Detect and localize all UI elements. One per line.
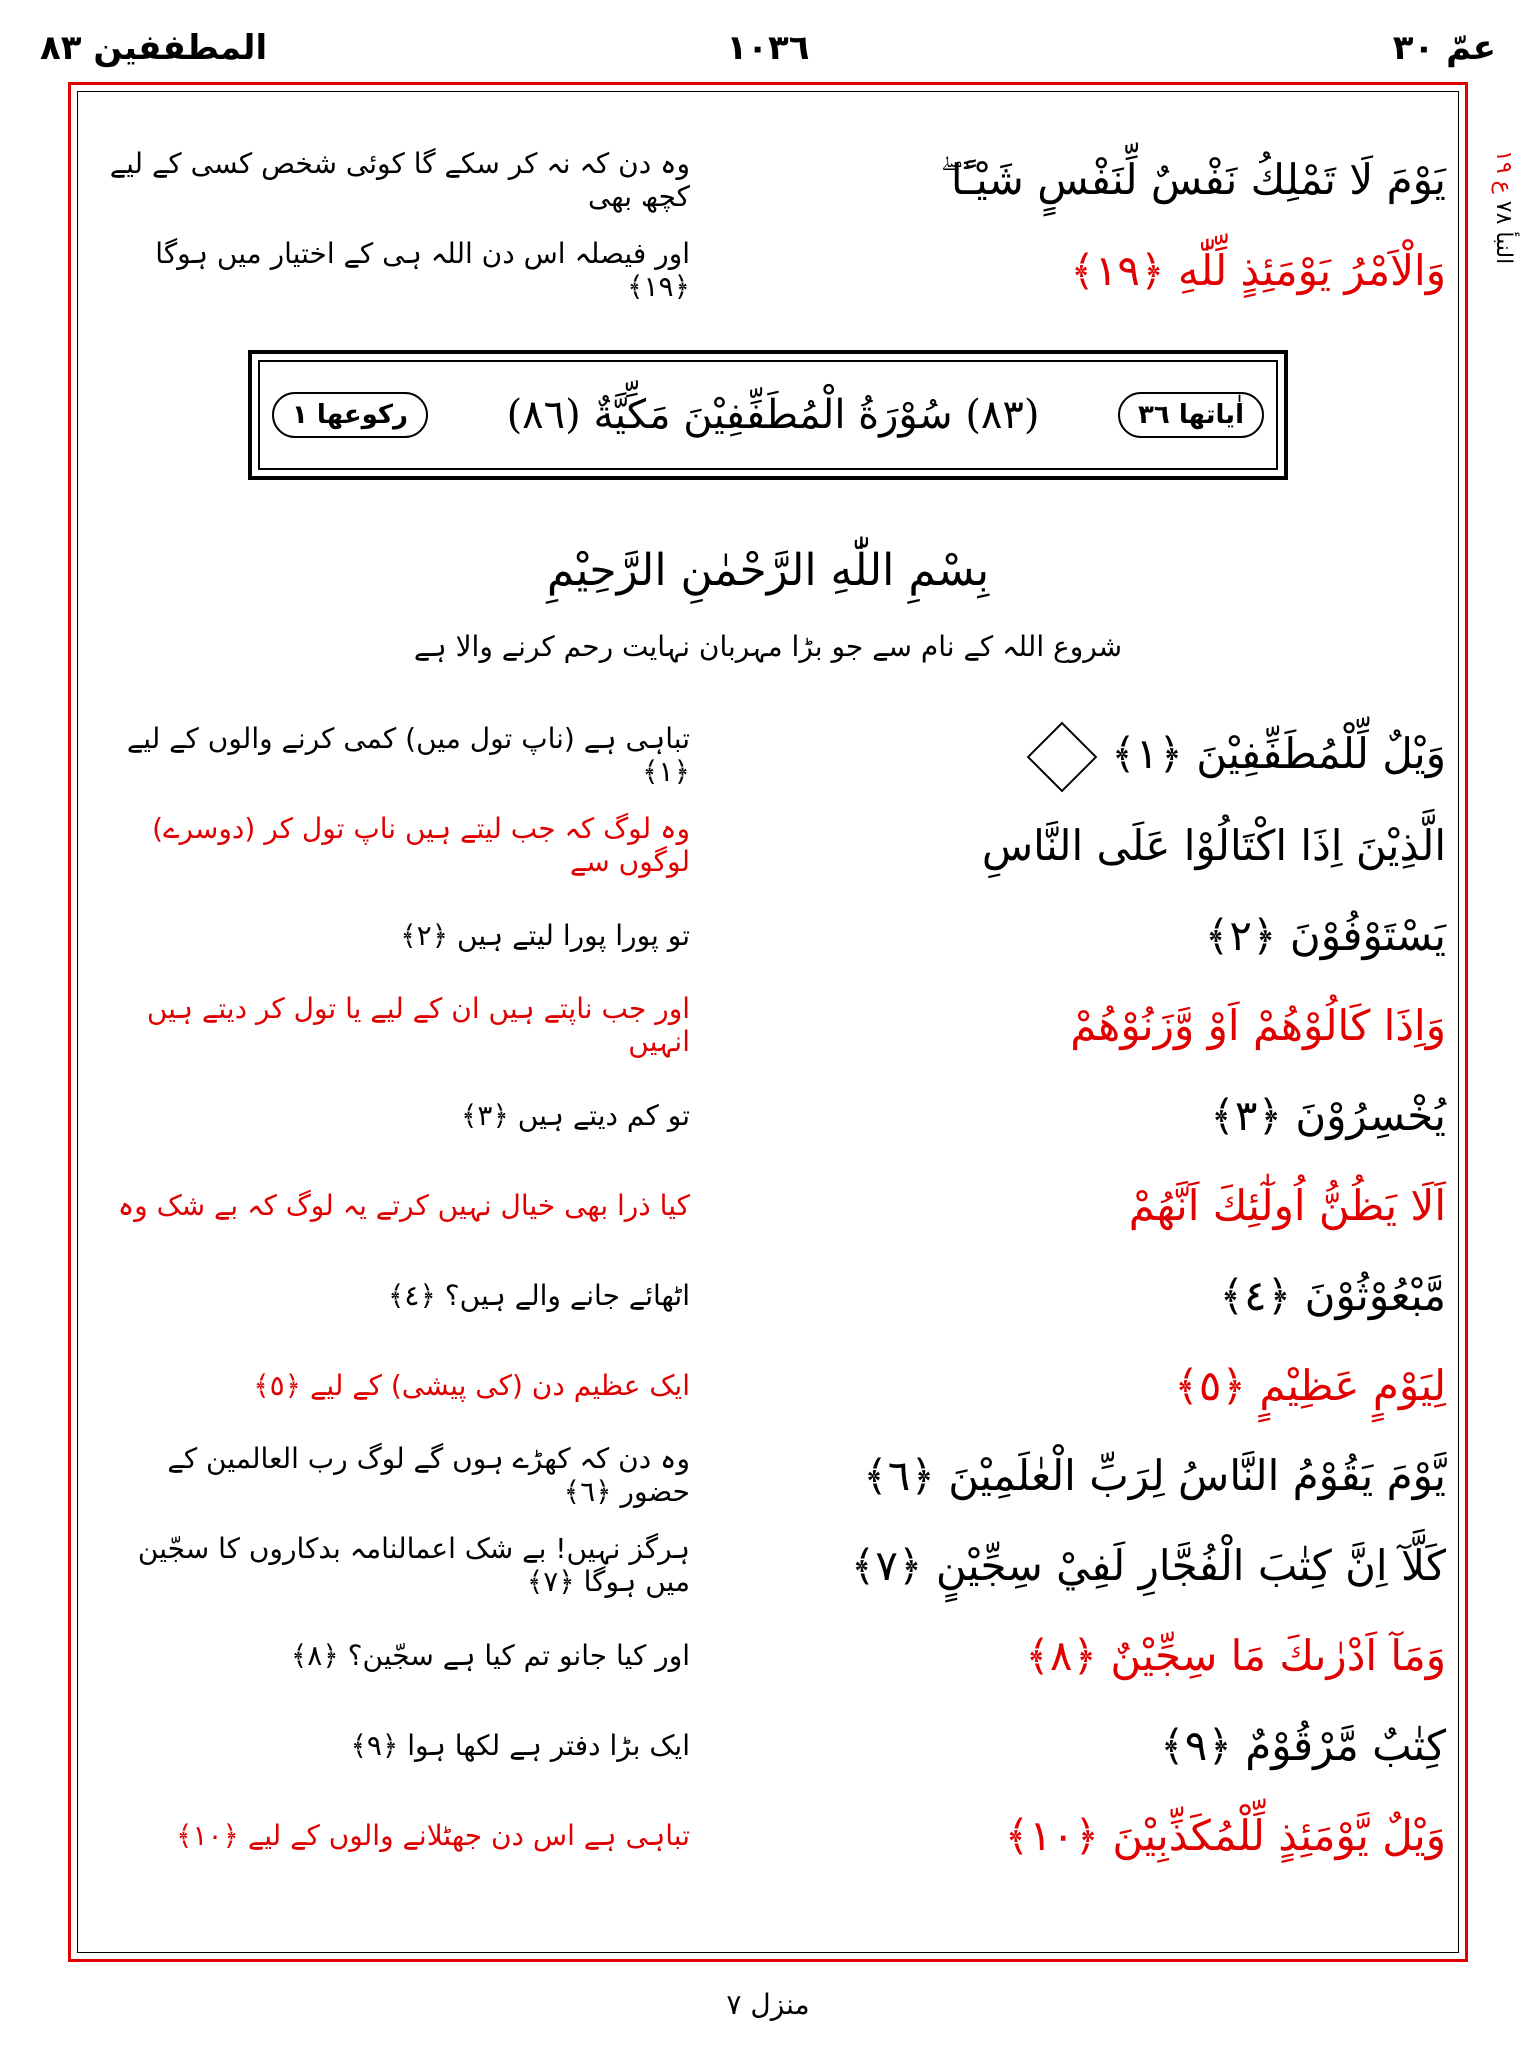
bismillah: بِسْمِ اللّٰهِ الرَّحْمٰنِ الرَّحِيْمِ [546, 545, 990, 596]
urdu-translation: کیا ذرا بھی خیال نہیں کرتے یہ لوگ کہ بے شک وہ [117, 1188, 690, 1222]
arabic-verse: يُخْسِرُوْنَ ﴿٣﴾ [1210, 1090, 1446, 1140]
header-page-number: ١٠٣٦ [726, 28, 810, 68]
urdu-translation: ایک بڑا دفتر ہے لکھا ہوا ﴿٩﴾ [350, 1728, 690, 1762]
verse-row [90, 990, 1446, 1060]
verse-row [90, 900, 1446, 970]
arabic-verse: كِتٰبٌ مَّرْقُوْمٌ ﴿٩﴾ [1160, 1720, 1446, 1770]
manzil-footer: منزل ٧ [726, 1988, 810, 2021]
verse-row [90, 1530, 1446, 1600]
ayat-count-box: اٰیاتها ٣٦ [1118, 392, 1264, 438]
arabic-verse: يَسْتَوْفُوْنَ ﴿٢﴾ [1204, 910, 1446, 960]
arabic-verse: وَاِذَا كَالُوْهُمْ اَوْ وَّزَنُوْهُمْ [1070, 1000, 1446, 1050]
header-surah-name: المطففين ٨٣ [40, 28, 268, 68]
verse-row [90, 720, 1446, 790]
verse-row [90, 1080, 1446, 1150]
arabic-verse: الَّذِيْنَ اِذَا اكْتَالُوْا عَلَى النَّاسِ [981, 820, 1446, 870]
surah-title: (٨٣) سُوْرَةُ الْمُطَفِّفِيْنَ مَكِّيَّةٌ (٨٦) [506, 392, 1040, 438]
urdu-translation: تباہی ہے (ناپ تول میں) کمی کرنے والوں کے لیے ﴿١﴾ [126, 722, 690, 788]
verse-row [90, 1440, 1446, 1510]
arabic-verse [846, 729, 1446, 782]
top-row-1 [90, 145, 1446, 215]
top-row-2 [90, 235, 1446, 305]
urdu-translation: وہ دن کہ کھڑے ہوں گے لوگ رب العالمین کے حضور ﴿٦﴾ [167, 1442, 690, 1508]
verse-row [90, 1710, 1446, 1780]
urdu-translation: اور فیصلہ اس دن اللہ ہی کے اختیار میں ہوگا ﴿١٩﴾ [155, 237, 690, 303]
urdu-translation: ایک عظیم دن (کی پیشی) کے لیے ﴿٥﴾ [253, 1368, 690, 1402]
verse-row [90, 1350, 1446, 1420]
arabic-verse: مَّبْعُوْثُوْنَ ﴿٤﴾ [1219, 1270, 1446, 1320]
arabic-verse: يَّوْمَ يَقُوْمُ النَّاسُ لِرَبِّ الْعٰلَمِيْنَ ﴿٦﴾ [863, 1450, 1446, 1500]
verse-row [90, 1620, 1446, 1690]
arabic-verse: وَيْلٌ يَّوْمَئِذٍ لِّلْمُكَذِّبِيْنَ ﴿١٠﴾ [1004, 1810, 1446, 1860]
urdu-translation: اور کیا جانو تم کیا ہے سجّین؟ ﴿٨﴾ [290, 1638, 690, 1672]
verse-row [90, 1800, 1446, 1870]
urdu-translation: تو پورا پورا لیتے ہیں ﴿٢﴾ [400, 918, 690, 952]
bismillah-translation: شروع اللہ کے نام سے جو بڑا مہربان نہایت رحم کرنے والا ہے [413, 630, 1123, 663]
arabic-verse: يَوْمَ لَا تَمْلِكُ نَفْسٌ لِّنَفْسٍ شَيْـًٔا ۖ [940, 155, 1446, 204]
urdu-translation: وہ لوگ کہ جب لیتے ہیں ناپ تول کر (دوسرے) لوگوں سے [152, 812, 690, 878]
arabic-verse: وَمَآ اَدْرٰىكَ مَا سِجِّيْنٌ ﴿٨﴾ [1025, 1630, 1446, 1680]
header-juz: عمّ ٣٠ [1392, 28, 1496, 68]
urdu-translation: اٹھائے جانے والے ہیں؟ ﴿٤﴾ [388, 1278, 690, 1312]
arabic-verse: وَالْاَمْرُ يَوْمَئِذٍ لِّلّٰهِ ﴿١٩﴾ [1070, 245, 1446, 295]
arabic-verse: لِيَوْمٍ عَظِيْمٍ ﴿٥﴾ [1174, 1360, 1446, 1410]
surah-banner [248, 350, 1288, 480]
arabic-verse: كَلَّآ اِنَّ كِتٰبَ الْفُجَّارِ لَفِيْ سِجِّيْنٍ ﴿٧﴾ [850, 1540, 1446, 1590]
urdu-translation: تو کم دیتے ہیں ﴿٣﴾ [461, 1098, 690, 1132]
rub-ornament-icon [1027, 721, 1098, 792]
arabic-verse-text: وَيْلٌ لِّلْمُطَفِّفِيْنَ ﴿١﴾ [1111, 728, 1446, 778]
verse-row [90, 1170, 1446, 1240]
side-note-text: النبأ ٧٨ [1491, 200, 1516, 265]
verse-row [90, 1260, 1446, 1330]
side-note [1476, 150, 1516, 264]
ruku-count-box: رکوعها ١ [272, 392, 428, 438]
urdu-translation: ہرگز نہیں! بے شک اعمالنامہ بدکاروں کا سجّین میں ہوگا ﴿٧﴾ [137, 1532, 690, 1598]
arabic-verse: اَلَا يَظُنُّ اُولٰٓئِكَ اَنَّهُمْ [1128, 1180, 1446, 1230]
side-note-ruku: ع ١٩ [1491, 150, 1516, 194]
urdu-translation: وہ دن کہ نہ کر سکے گا کوئی شخص کسی کے لیے کچھ بھی [109, 147, 690, 213]
verse-row [90, 810, 1446, 880]
urdu-translation: اور جب ناپتے ہیں ان کے لیے یا تول کر دیتے ہیں انہیں [146, 992, 690, 1058]
urdu-translation: تباہی ہے اس دن جھٹلانے والوں کے لیے ﴿١٠﴾ [176, 1818, 690, 1852]
